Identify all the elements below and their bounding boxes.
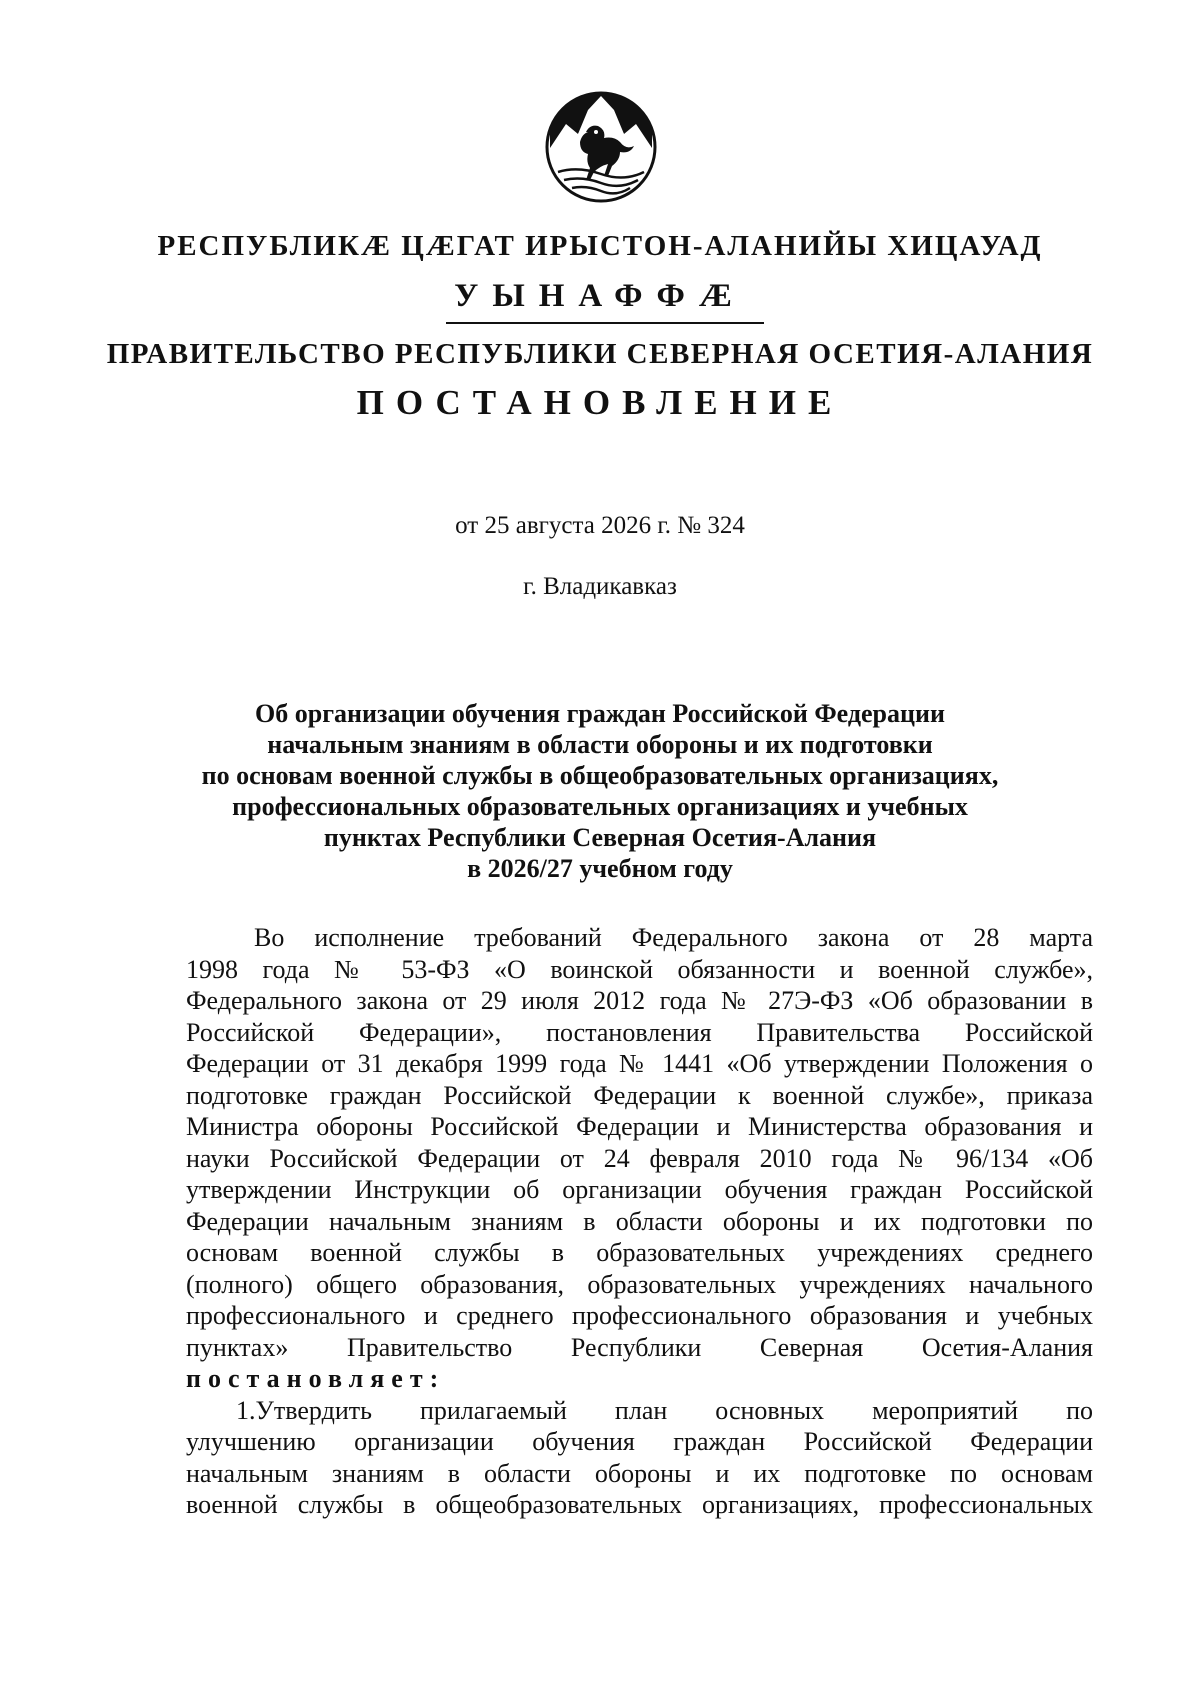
- item-line: улучшению организации обучения граждан Российской Федерации: [186, 1427, 1093, 1456]
- title-line: профессиональных образовательных организациях и учебных: [232, 792, 968, 821]
- resolves-word: постановляет:: [186, 1364, 446, 1393]
- item-line: 1.Утвердить прилагаемый план основных мероприятий по: [236, 1395, 1093, 1425]
- document-title: [0, 698, 1200, 884]
- item-line: начальным знаниям в области обороны и их подготовке по основам: [186, 1458, 1093, 1488]
- body-line: Российской Федерации», постановления Правительства Российской: [186, 1017, 1093, 1047]
- body-line: Федерального закона от 29 июля 2012 года № 27Э-ФЗ «Об образовании в: [186, 986, 1093, 1015]
- body-line: Министра обороны Российской Федерации и Министерства образования и: [186, 1112, 1093, 1141]
- body-line: основам военной службы в образовательных учреждениях среднего: [186, 1238, 1093, 1267]
- item-line: военной службы в общеобразовательных организациях, профессиональных: [186, 1490, 1093, 1519]
- ossetian-document-type: УЫНАФФӔ: [454, 278, 746, 314]
- body-line: подготовке граждан Российской Федерации к военной службе», приказа: [186, 1080, 1093, 1110]
- title-line: пунктах Республики Северная Осетия-Алания: [323, 823, 877, 852]
- body-line: Федерации от 31 декабря 1999 года № 1441 «Об утверждении Положения о: [186, 1049, 1093, 1078]
- russian-government-heading: ПРАВИТЕЛЬСТВО РЕСПУБЛИКИ СЕВЕРНАЯ ОСЕТИЯ-АЛАНИЯ: [106, 338, 1094, 370]
- document-body: [186, 922, 1093, 1521]
- body-line: 1998 года № 53-ФЗ «О воинской обязанности и военной службе»,: [186, 954, 1093, 984]
- document-city: г. Владикавказ: [523, 573, 677, 600]
- body-line: Во исполнение требований Федерального закона от 28 марта: [254, 923, 1093, 952]
- body-line: науки Российской Федерации от 24 февраля 2010 года № 96/134 «Об: [186, 1143, 1093, 1173]
- coat-of-arms-emblem: [544, 88, 658, 206]
- body-line: утверждении Инструкции об организации обучения граждан Российской: [186, 1175, 1093, 1204]
- body-line: пунктах» Правительство Республики Северная Осетия-Алания: [186, 1332, 1093, 1362]
- russian-document-type: ПОСТАНОВЛЕНИЕ: [356, 383, 844, 422]
- title-line: в 2026/27 учебном году: [467, 854, 733, 883]
- ossetian-government-heading: РЕСПУБЛИКӔ ЦӔГАТ ИРЫСТОН-АЛАНИЙЫ ХИЦАУАД: [157, 230, 1043, 262]
- title-line: по основам военной службы в общеобразовательных организациях,: [201, 761, 999, 790]
- body-line: Федерации начальным знаниям в области обороны и их подготовки по: [186, 1206, 1093, 1236]
- title-line: начальным знаниям в области обороны и их подготовки: [267, 730, 933, 759]
- body-line: профессионального и среднего профессионального образования и учебных: [186, 1301, 1093, 1330]
- document-date-number: от 25 августа 2026 г. № 324: [455, 512, 745, 539]
- heading-divider: [446, 322, 764, 324]
- body-line: (полного) общего образования, образовательных учреждениях начального: [186, 1269, 1093, 1299]
- title-line: Об организации обучения граждан Российской Федерации: [255, 699, 945, 728]
